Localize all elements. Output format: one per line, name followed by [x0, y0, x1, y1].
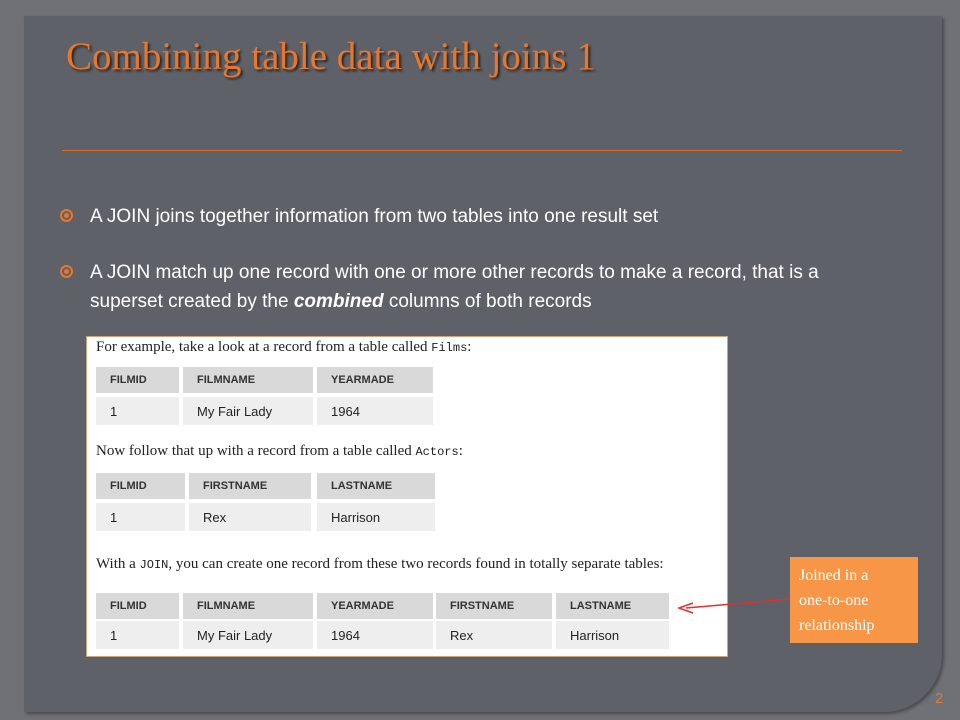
table-header-cell: FILMNAME [183, 593, 313, 619]
callout-line: Joined in a [799, 567, 869, 584]
caption-join: With a JOIN, you can create one record from these two records found in totally separate tables: [96, 556, 664, 572]
table-cell: Harrison [556, 621, 669, 649]
table-header-cell: FILMNAME [183, 367, 313, 393]
table-cell: Rex [436, 621, 552, 649]
caption-actors: Now follow that up with a record from a table called Actors: [96, 443, 463, 459]
table-header-cell: YEARMADE [317, 367, 433, 393]
caption-films: For example, take a look at a record from a table called Films: [96, 339, 472, 355]
table-header-cell: FIRSTNAME [436, 593, 552, 619]
arrow-shaft [686, 599, 790, 608]
table-header-cell: FILMID [96, 593, 179, 619]
table-header-cell: FILMID [96, 367, 179, 393]
table-header-cell: YEARMADE [317, 593, 433, 619]
table-header-cell: LASTNAME [317, 473, 435, 499]
emphasis-text: combined [293, 291, 384, 312]
table-cell: 1964 [317, 621, 433, 649]
table-header-cell: FILMID [96, 473, 185, 499]
bullet-text: A JOIN joins together information from two tables into one result set [90, 206, 659, 227]
slide-title: Combining table data with joins 1 [66, 35, 596, 78]
table-cell: Harrison [317, 503, 435, 531]
table-header-cell: FIRSTNAME [189, 473, 311, 499]
bullet-text: A JOIN match up one record with one or more other records to make a record, that is a superset created by the combined columns of both records [90, 262, 819, 312]
table-cell: My Fair Lady [183, 397, 313, 425]
table-cell: 1964 [317, 397, 433, 425]
table-cell: Rex [189, 503, 311, 531]
table-cell: 1 [96, 621, 179, 649]
table-cell: 1 [96, 503, 185, 531]
table-cell: 1 [96, 397, 179, 425]
page-number: 2 [935, 690, 944, 707]
table-cell: My Fair Lady [183, 621, 313, 649]
callout-line: one-to-one [799, 592, 869, 609]
table-header-cell: LASTNAME [556, 593, 669, 619]
callout-line: relationship [799, 617, 875, 634]
